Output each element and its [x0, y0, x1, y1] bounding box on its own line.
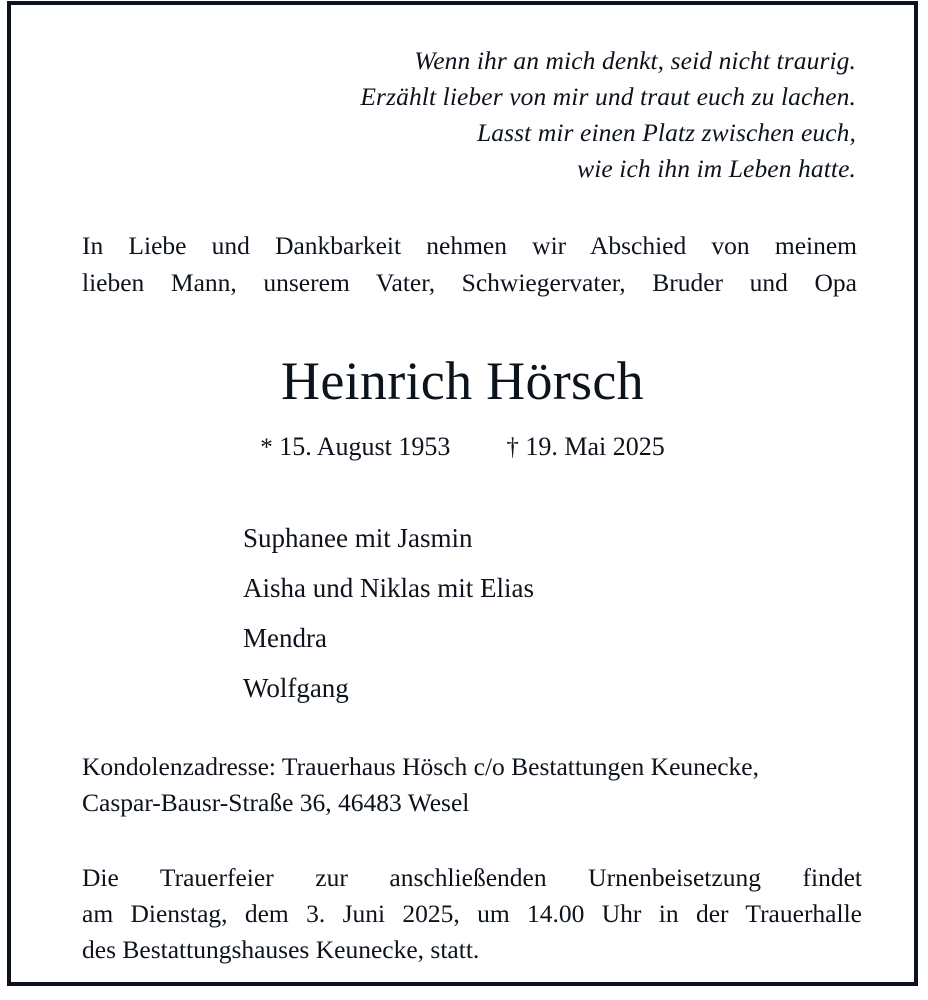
poem-line-3: Lasst mir einen Platz zwischen euch, — [477, 118, 856, 147]
family-line: Mendra — [243, 623, 327, 653]
funeral-service-info — [82, 860, 862, 968]
notice-content — [11, 5, 914, 982]
funeral-line-2: am Dienstag, dem 3. Juni 2025, um 14.00 Uhr in der Trauerhalle — [82, 899, 862, 928]
condolence-address — [82, 749, 872, 821]
family-line: Wolfgang — [243, 673, 349, 703]
family-line: Suphanee mit Jasmin — [243, 523, 473, 553]
birth-date: 15. August 1953 — [279, 432, 451, 461]
death-date: 19. Mai 2025 — [525, 432, 665, 461]
funeral-line-3: des Bestattungshauses Keunecke, statt. — [82, 935, 480, 964]
intro-paragraph — [82, 227, 857, 301]
notice-border-frame — [7, 1, 918, 986]
poem-line-1: Wenn ihr an mich denkt, seid nicht traurig. — [414, 46, 856, 75]
death-date-group — [506, 432, 664, 461]
deceased-name: Heinrich Hörsch — [281, 351, 644, 411]
surviving-family-list — [243, 513, 534, 713]
birth-star-icon: * — [260, 434, 273, 461]
life-dates — [11, 430, 914, 465]
family-line: Aisha und Niklas mit Elias — [243, 573, 534, 603]
intro-line-2: lieben Mann, unserem Vater, Schwiegervater, Bruder und Opa — [82, 268, 857, 297]
intro-line-1: In Liebe und Dankbarkeit nehmen wir Abschied von meinem — [82, 231, 857, 260]
funeral-line-1: Die Trauerfeier zur anschließenden Urnenbeisetzung findet — [82, 863, 862, 892]
poem-line-2: Erzählt lieber von mir und traut euch zu lachen. — [360, 82, 856, 111]
birth-date-group — [260, 432, 450, 461]
death-cross-icon: † — [506, 434, 519, 461]
condolence-line-1: Kondolenzadresse: Trauerhaus Hösch c/o Bestattungen Keunecke, — [82, 752, 759, 781]
memorial-poem — [81, 43, 856, 187]
condolence-line-2: Caspar-Bausr-Straße 36, 46483 Wesel — [82, 788, 470, 817]
poem-line-4: wie ich ihn im Leben hatte. — [577, 154, 856, 183]
